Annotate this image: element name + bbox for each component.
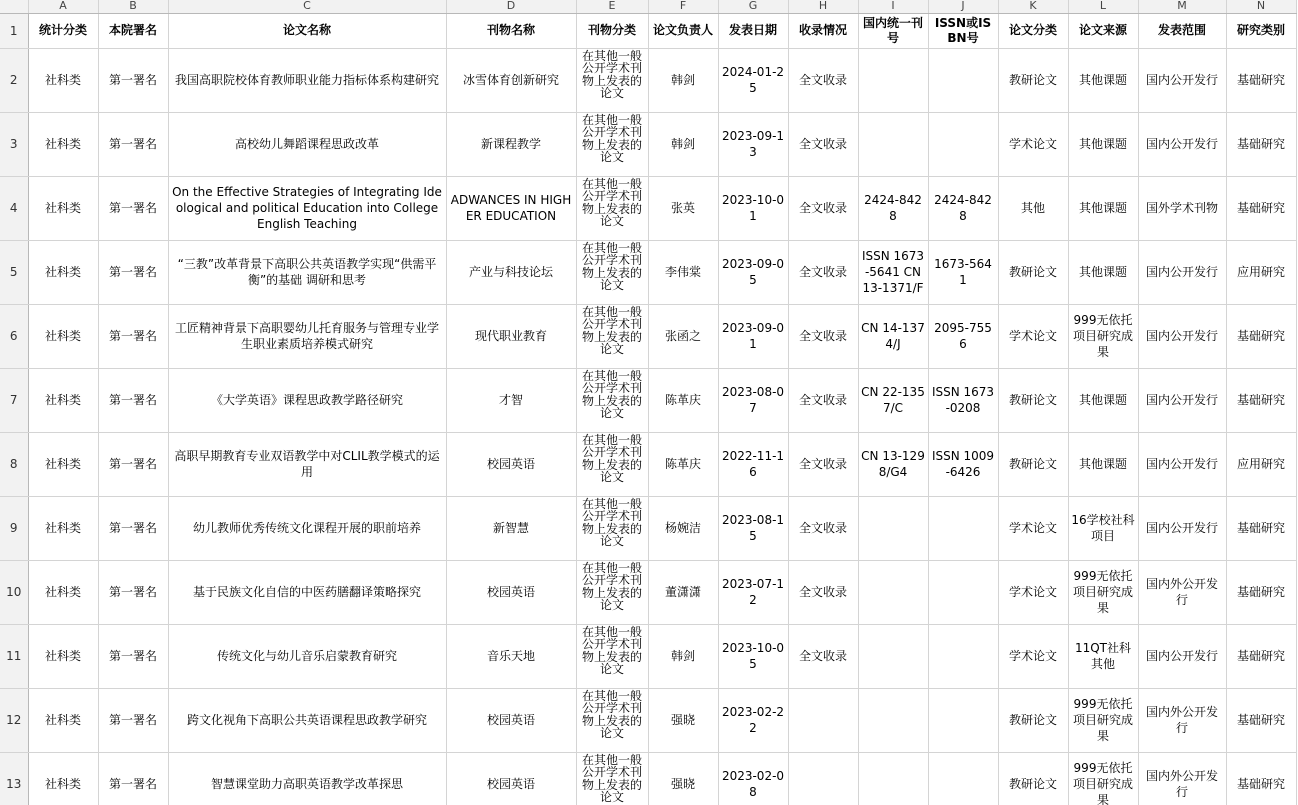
header-cell[interactable]: 研究类别 [1226,13,1296,48]
cell-category[interactable]: 社科类 [28,624,98,688]
cell-publish-scope[interactable]: 国内外公开发行 [1138,752,1226,805]
cell-indexing[interactable] [788,688,858,752]
cell-journal-type[interactable]: 在其他一般公开学术刊物上发表的论文 [576,304,648,368]
cell-category[interactable]: 社科类 [28,176,98,240]
cell-authorship[interactable]: 第一署名 [98,688,168,752]
table-row [0,752,1296,805]
column-header[interactable]: K [998,0,1068,13]
cell-author[interactable]: 强晓 [648,752,718,805]
cell-author[interactable]: 李伟棠 [648,240,718,304]
cell-paper-source[interactable]: 其他课题 [1068,432,1138,496]
cell-journal-type[interactable]: 在其他一般公开学术刊物上发表的论文 [576,112,648,176]
cell-publish-date[interactable]: 2023-10-01 [718,176,788,240]
cell-publish-date[interactable]: 2023-09-05 [718,240,788,304]
cell-category[interactable]: 社科类 [28,560,98,624]
cell-journal-name[interactable]: 产业与科技论坛 [446,240,576,304]
cell-paper-title[interactable]: 智慧课堂助力高职英语教学改革探思 [168,752,446,805]
cell-indexing[interactable]: 全文收录 [788,112,858,176]
cell-category[interactable]: 社科类 [28,688,98,752]
cell-authorship[interactable]: 第一署名 [98,624,168,688]
cell-publish-scope[interactable]: 国内公开发行 [1138,48,1226,112]
column-header[interactable]: D [446,0,576,13]
cell-paper-type[interactable]: 教研论文 [998,432,1068,496]
cell-journal-name[interactable]: 校园英语 [446,688,576,752]
cell-research-type[interactable]: 基础研究 [1226,176,1296,240]
cell-research-type[interactable]: 基础研究 [1226,624,1296,688]
cell-indexing[interactable]: 全文收录 [788,560,858,624]
cell-paper-title[interactable]: 跨文化视角下高职公共英语课程思政教学研究 [168,688,446,752]
cell-issn[interactable] [928,496,998,560]
cell-research-type[interactable]: 基础研究 [1226,752,1296,805]
cell-paper-type[interactable]: 学术论文 [998,304,1068,368]
cell-publish-date[interactable]: 2023-08-07 [718,368,788,432]
cell-publish-scope[interactable]: 国外学术刊物 [1138,176,1226,240]
header-cell[interactable]: 论文负责人 [648,13,718,48]
row-number[interactable]: 2 [0,48,28,112]
cell-category[interactable]: 社科类 [28,304,98,368]
column-header[interactable]: C [168,0,446,13]
cell-research-type[interactable]: 应用研究 [1226,432,1296,496]
cell-authorship[interactable]: 第一署名 [98,752,168,805]
cell-category[interactable]: 社科类 [28,752,98,805]
cell-paper-source[interactable]: 11QT社科其他 [1068,624,1138,688]
cell-research-type[interactable]: 基础研究 [1226,688,1296,752]
table-row [0,560,1296,624]
cell-issn[interactable] [928,688,998,752]
cell-paper-title[interactable]: 我国高职院校体育教师职业能力指标体系构建研究 [168,48,446,112]
table-row [0,240,1296,304]
cell-authorship[interactable]: 第一署名 [98,304,168,368]
cell-issn[interactable] [928,752,998,805]
cell-indexing[interactable]: 全文收录 [788,432,858,496]
cell-journal-type[interactable]: 在其他一般公开学术刊物上发表的论文 [576,240,648,304]
table-row [0,304,1296,368]
cell-publish-date[interactable]: 2023-08-15 [718,496,788,560]
cell-author[interactable]: 韩剑 [648,624,718,688]
cell-authorship[interactable]: 第一署名 [98,48,168,112]
cell-journal-name[interactable]: 冰雪体育创新研究 [446,48,576,112]
cell-paper-type[interactable]: 学术论文 [998,496,1068,560]
cell-journal-name[interactable]: 校园英语 [446,432,576,496]
cell-author[interactable]: 张函之 [648,304,718,368]
table-row [0,432,1296,496]
cell-cn-number[interactable]: CN 13-1298/G4 [858,432,928,496]
cell-category[interactable]: 社科类 [28,432,98,496]
cell-author[interactable]: 韩剑 [648,48,718,112]
cell-paper-source[interactable]: 其他课题 [1068,48,1138,112]
cell-indexing[interactable]: 全文收录 [788,368,858,432]
cell-publish-scope[interactable]: 国内外公开发行 [1138,560,1226,624]
cell-research-type[interactable]: 应用研究 [1226,240,1296,304]
cell-paper-type[interactable]: 教研论文 [998,368,1068,432]
cell-author[interactable]: 韩剑 [648,112,718,176]
header-cell[interactable]: 刊物名称 [446,13,576,48]
cell-publish-scope[interactable]: 国内公开发行 [1138,368,1226,432]
cell-publish-scope[interactable]: 国内公开发行 [1138,304,1226,368]
header-cell[interactable]: 统计分类 [28,13,98,48]
column-header[interactable]: B [98,0,168,13]
row-number[interactable]: 9 [0,496,28,560]
cell-journal-type[interactable]: 在其他一般公开学术刊物上发表的论文 [576,752,648,805]
cell-paper-type[interactable]: 教研论文 [998,240,1068,304]
cell-publish-scope[interactable]: 国内公开发行 [1138,496,1226,560]
cell-journal-type[interactable]: 在其他一般公开学术刊物上发表的论文 [576,176,648,240]
column-header[interactable]: L [1068,0,1138,13]
cell-journal-type[interactable]: 在其他一般公开学术刊物上发表的论文 [576,48,648,112]
table-row [0,688,1296,752]
cell-journal-type[interactable]: 在其他一般公开学术刊物上发表的论文 [576,688,648,752]
column-header[interactable]: A [28,0,98,13]
cell-author[interactable]: 杨婉洁 [648,496,718,560]
header-cell[interactable]: 收录情况 [788,13,858,48]
cell-research-type[interactable]: 基础研究 [1226,560,1296,624]
cell-publish-date[interactable]: 2023-09-01 [718,304,788,368]
cell-cn-number[interactable] [858,624,928,688]
header-cell[interactable]: ISSN或ISBN号 [928,13,998,48]
cell-journal-name[interactable]: 现代职业教育 [446,304,576,368]
header-cell[interactable]: 论文分类 [998,13,1068,48]
cell-journal-name[interactable]: 才智 [446,368,576,432]
select-all-corner[interactable] [0,0,28,13]
cell-authorship[interactable]: 第一署名 [98,368,168,432]
cell-research-type[interactable]: 基础研究 [1226,48,1296,112]
cell-category[interactable]: 社科类 [28,48,98,112]
cell-indexing[interactable]: 全文收录 [788,496,858,560]
cell-cn-number[interactable]: 2424-8428 [858,176,928,240]
row-number[interactable]: 8 [0,432,28,496]
header-cell[interactable]: 发表范围 [1138,13,1226,48]
cell-cn-number[interactable] [858,560,928,624]
cell-author[interactable]: 强晓 [648,688,718,752]
cell-cn-number[interactable]: CN 14-1374/J [858,304,928,368]
cell-author[interactable]: 董潇潇 [648,560,718,624]
cell-cn-number[interactable] [858,496,928,560]
cell-research-type[interactable]: 基础研究 [1226,112,1296,176]
cell-journal-type[interactable]: 在其他一般公开学术刊物上发表的论文 [576,496,648,560]
cell-publish-date[interactable]: 2023-02-22 [718,688,788,752]
cell-indexing[interactable]: 全文收录 [788,48,858,112]
cell-publish-scope[interactable]: 国内公开发行 [1138,624,1226,688]
cell-category[interactable]: 社科类 [28,496,98,560]
row-number[interactable]: 12 [0,688,28,752]
column-header[interactable]: I [858,0,928,13]
cell-publish-date[interactable]: 2022-11-16 [718,432,788,496]
cell-indexing[interactable]: 全文收录 [788,176,858,240]
cell-journal-name[interactable]: ADWANCES IN HIGHER EDUCATION [446,176,576,240]
column-header[interactable]: M [1138,0,1226,13]
cell-paper-source[interactable]: 其他课题 [1068,240,1138,304]
cell-issn[interactable]: 2095-7556 [928,304,998,368]
cell-paper-title[interactable]: 幼儿教师优秀传统文化课程开展的职前培养 [168,496,446,560]
cell-paper-source[interactable]: 16学校社科项目 [1068,496,1138,560]
column-header[interactable]: F [648,0,718,13]
table-row [0,48,1296,112]
cell-authorship[interactable]: 第一署名 [98,496,168,560]
cell-journal-name[interactable]: 音乐天地 [446,624,576,688]
cell-author[interactable]: 陈革庆 [648,432,718,496]
column-header-row [0,0,1296,13]
header-row [0,13,1296,48]
cell-issn[interactable]: 1673-5641 [928,240,998,304]
table-row [0,176,1296,240]
cell-paper-title[interactable]: 基于民族文化自信的中医药膳翻译策略探究 [168,560,446,624]
cell-issn[interactable]: 2424-8428 [928,176,998,240]
cell-journal-type[interactable]: 在其他一般公开学术刊物上发表的论文 [576,432,648,496]
cell-authorship[interactable]: 第一署名 [98,432,168,496]
row-number[interactable]: 5 [0,240,28,304]
cell-cn-number[interactable] [858,688,928,752]
cell-journal-name[interactable]: 新课程教学 [446,112,576,176]
row-number[interactable]: 10 [0,560,28,624]
cell-paper-title[interactable]: 工匠精神背景下高职婴幼儿托育服务与管理专业学生职业素质培养模式研究 [168,304,446,368]
cell-cn-number[interactable]: ISSN 1673-5641 CN 13-1371/F [858,240,928,304]
cell-journal-type[interactable]: 在其他一般公开学术刊物上发表的论文 [576,624,648,688]
cell-research-type[interactable]: 基础研究 [1226,496,1296,560]
cell-issn[interactable]: ISSN 1009-6426 [928,432,998,496]
cell-journal-name[interactable]: 校园英语 [446,560,576,624]
header-cell[interactable]: 论文名称 [168,13,446,48]
cell-author[interactable]: 张英 [648,176,718,240]
cell-issn[interactable] [928,560,998,624]
cell-indexing[interactable]: 全文收录 [788,624,858,688]
cell-publish-scope[interactable]: 国内外公开发行 [1138,688,1226,752]
column-header[interactable]: J [928,0,998,13]
column-header[interactable]: N [1226,0,1296,13]
cell-research-type[interactable]: 基础研究 [1226,368,1296,432]
cell-cn-number[interactable] [858,752,928,805]
cell-journal-type[interactable]: 在其他一般公开学术刊物上发表的论文 [576,560,648,624]
cell-category[interactable]: 社科类 [28,112,98,176]
table-row [0,112,1296,176]
cell-author[interactable]: 陈革庆 [648,368,718,432]
cell-journal-name[interactable]: 校园英语 [446,752,576,805]
row-number[interactable]: 11 [0,624,28,688]
cell-cn-number[interactable] [858,48,928,112]
cell-publish-date[interactable]: 2023-10-05 [718,624,788,688]
cell-publish-date[interactable]: 2023-07-12 [718,560,788,624]
cell-issn[interactable] [928,48,998,112]
cell-journal-name[interactable]: 新智慧 [446,496,576,560]
cell-paper-title[interactable]: On the Effective Strategies of Integrating Ideological and political Education into College English Teaching [168,176,446,240]
cell-paper-title[interactable]: 高校幼儿舞蹈课程思政改革 [168,112,446,176]
cell-indexing[interactable]: 全文收录 [788,240,858,304]
cell-publish-date[interactable]: 2024-01-25 [718,48,788,112]
cell-publish-scope[interactable]: 国内公开发行 [1138,240,1226,304]
cell-journal-type[interactable]: 在其他一般公开学术刊物上发表的论文 [576,368,648,432]
cell-paper-type[interactable]: 教研论文 [998,48,1068,112]
header-cell[interactable]: 论文来源 [1068,13,1138,48]
table-row [0,624,1296,688]
table-row [0,496,1296,560]
cell-issn[interactable]: ISSN 1673-0208 [928,368,998,432]
cell-publish-date[interactable]: 2023-02-08 [718,752,788,805]
cell-paper-source[interactable]: 其他课题 [1068,368,1138,432]
header-cell[interactable]: 刊物分类 [576,13,648,48]
cell-paper-source[interactable]: 999无依托项目研究成果 [1068,560,1138,624]
cell-paper-title[interactable]: “三教”改革背景下高职公共英语教学实现“供需平衡”的基础 调研和思考 [168,240,446,304]
cell-issn[interactable] [928,624,998,688]
cell-category[interactable]: 社科类 [28,368,98,432]
header-cell[interactable]: 本院署名 [98,13,168,48]
cell-research-type[interactable]: 基础研究 [1226,304,1296,368]
column-header[interactable]: H [788,0,858,13]
cell-indexing[interactable]: 全文收录 [788,304,858,368]
cell-issn[interactable] [928,112,998,176]
cell-paper-source[interactable]: 其他课题 [1068,176,1138,240]
row-number[interactable]: 6 [0,304,28,368]
cell-paper-title[interactable]: 《大学英语》课程思政教学路径研究 [168,368,446,432]
cell-paper-source[interactable]: 999无依托项目研究成果 [1068,304,1138,368]
cell-cn-number[interactable]: CN 22-1357/C [858,368,928,432]
row-number[interactable]: 7 [0,368,28,432]
cell-category[interactable]: 社科类 [28,240,98,304]
row-number[interactable]: 13 [0,752,28,805]
cell-paper-source[interactable]: 999无依托项目研究成果 [1068,752,1138,805]
column-header[interactable]: G [718,0,788,13]
cell-authorship[interactable]: 第一署名 [98,176,168,240]
cell-paper-title[interactable]: 传统文化与幼儿音乐启蒙教育研究 [168,624,446,688]
cell-paper-type[interactable]: 学术论文 [998,112,1068,176]
header-cell[interactable]: 国内统一刊号 [858,13,928,48]
cell-paper-type[interactable]: 学术论文 [998,560,1068,624]
row-number[interactable]: 3 [0,112,28,176]
column-header[interactable]: E [576,0,648,13]
header-cell[interactable]: 发表日期 [718,13,788,48]
cell-authorship[interactable]: 第一署名 [98,560,168,624]
cell-paper-title[interactable]: 高职早期教育专业双语教学中对CLIL教学模式的运用 [168,432,446,496]
row-number[interactable]: 1 [0,13,28,48]
cell-paper-source[interactable]: 其他课题 [1068,112,1138,176]
cell-authorship[interactable]: 第一署名 [98,240,168,304]
row-number[interactable]: 4 [0,176,28,240]
table-row [0,368,1296,432]
cell-publish-date[interactable]: 2023-09-13 [718,112,788,176]
cell-indexing[interactable] [788,752,858,805]
cell-cn-number[interactable] [858,112,928,176]
cell-publish-scope[interactable]: 国内公开发行 [1138,432,1226,496]
cell-paper-type[interactable]: 其他 [998,176,1068,240]
cell-paper-type[interactable]: 学术论文 [998,624,1068,688]
cell-paper-type[interactable]: 教研论文 [998,688,1068,752]
cell-paper-type[interactable]: 教研论文 [998,752,1068,805]
cell-authorship[interactable]: 第一署名 [98,112,168,176]
cell-publish-scope[interactable]: 国内公开发行 [1138,112,1226,176]
cell-paper-source[interactable]: 999无依托项目研究成果 [1068,688,1138,752]
